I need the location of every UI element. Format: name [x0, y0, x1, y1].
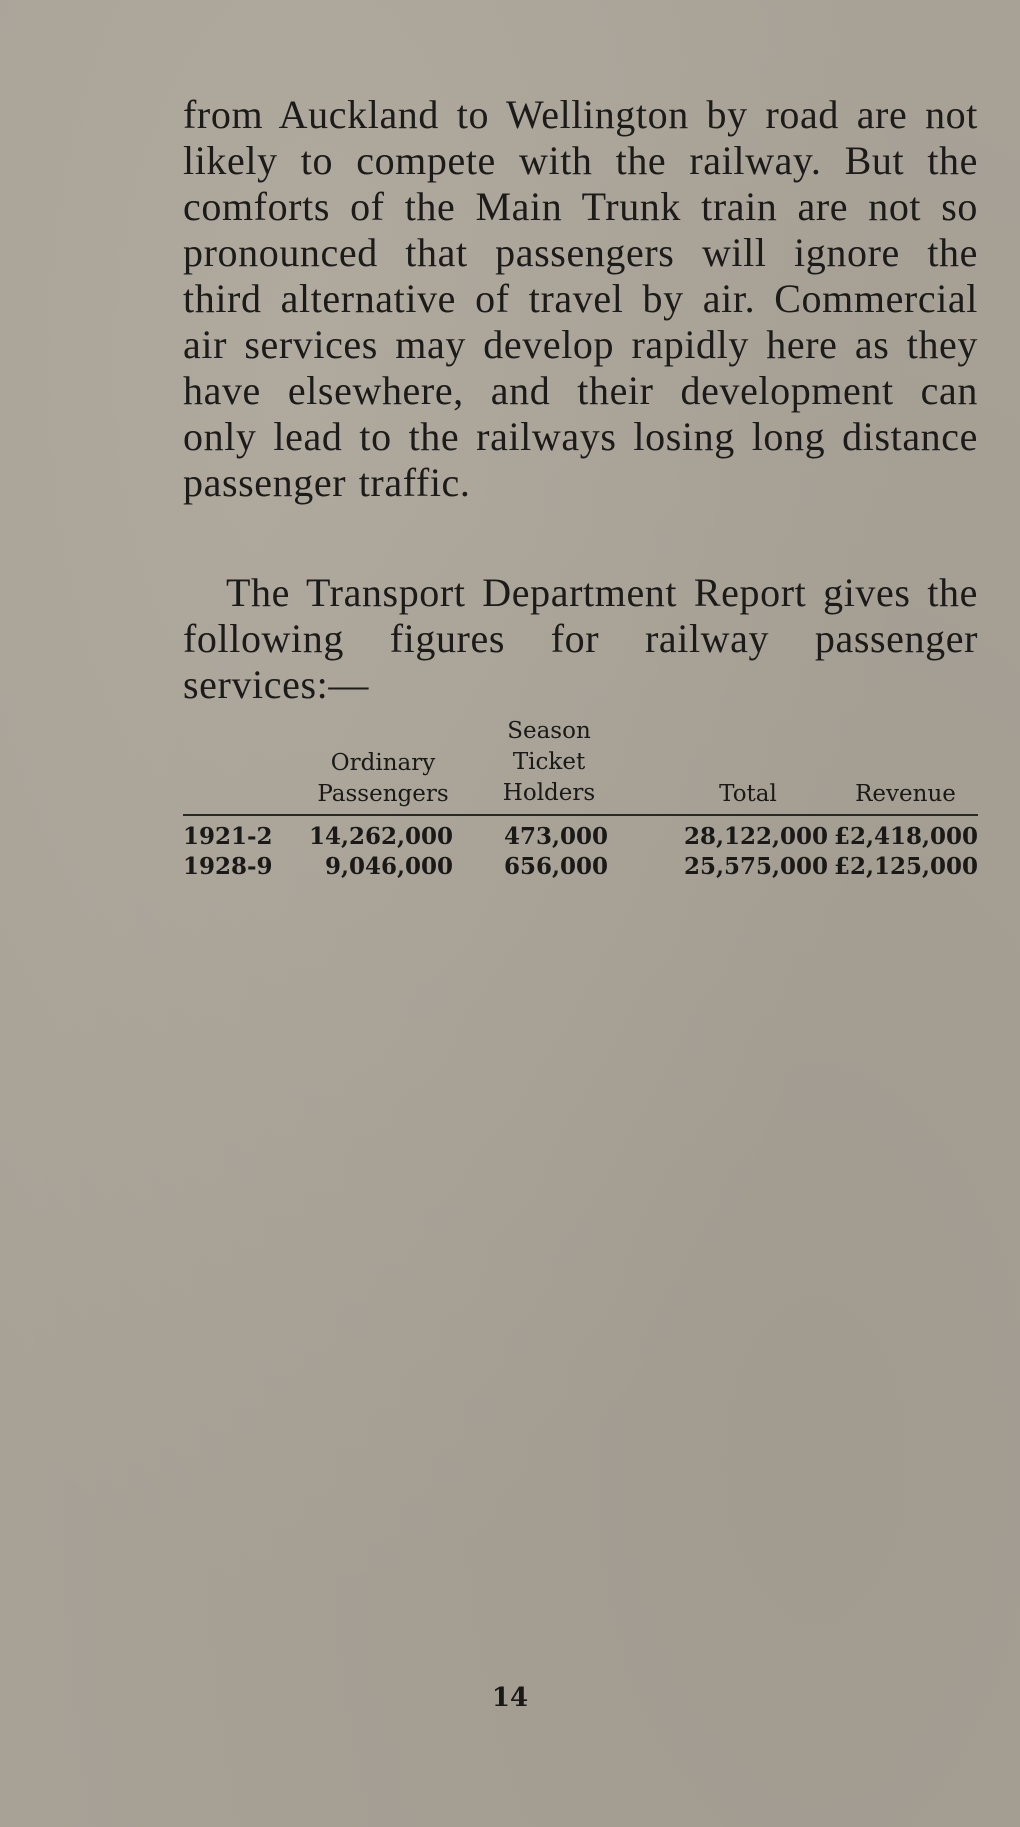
header-season-ticket-holders: Season Ticket Holders	[502, 718, 596, 806]
header-total: Total	[719, 781, 777, 807]
cell-revenue: £2,125,000	[833, 853, 978, 880]
passenger-figures-table	[183, 716, 978, 880]
cell-total: 28,122,000	[683, 823, 828, 850]
header-revenue: Revenue	[855, 781, 956, 807]
paragraph-1: from Auckland to Wellington by road are not likely to compete with the railway. But the comforts of the Main Trunk train are not so pronounced that passengers will ignore the third alternative of travel by air. Commercial air services may develop rapidly here as they have elsewhere, and their development can only lead to the railways losing long distance passenger traffic.	[183, 92, 978, 505]
page-number: 14	[491, 1683, 529, 1713]
paragraph-2: The Transport Department Report gives the following figures for railway passenger services:—	[183, 570, 978, 707]
cell-year: 1928-9	[183, 853, 273, 880]
cell-ordinary: 9,046,000	[324, 853, 453, 880]
header-ordinary-passengers: Ordinary Passengers	[317, 750, 449, 807]
cell-season: 656,000	[503, 853, 608, 880]
table-header	[183, 716, 978, 814]
cell-season: 473,000	[503, 823, 608, 850]
table-row	[183, 851, 978, 882]
table-row	[183, 821, 978, 852]
cell-total: 25,575,000	[683, 853, 828, 880]
table-header-rule	[183, 814, 978, 816]
cell-ordinary: 14,262,000	[308, 823, 453, 850]
cell-revenue: £2,418,000	[833, 823, 978, 850]
cell-year: 1921-2	[183, 823, 273, 850]
